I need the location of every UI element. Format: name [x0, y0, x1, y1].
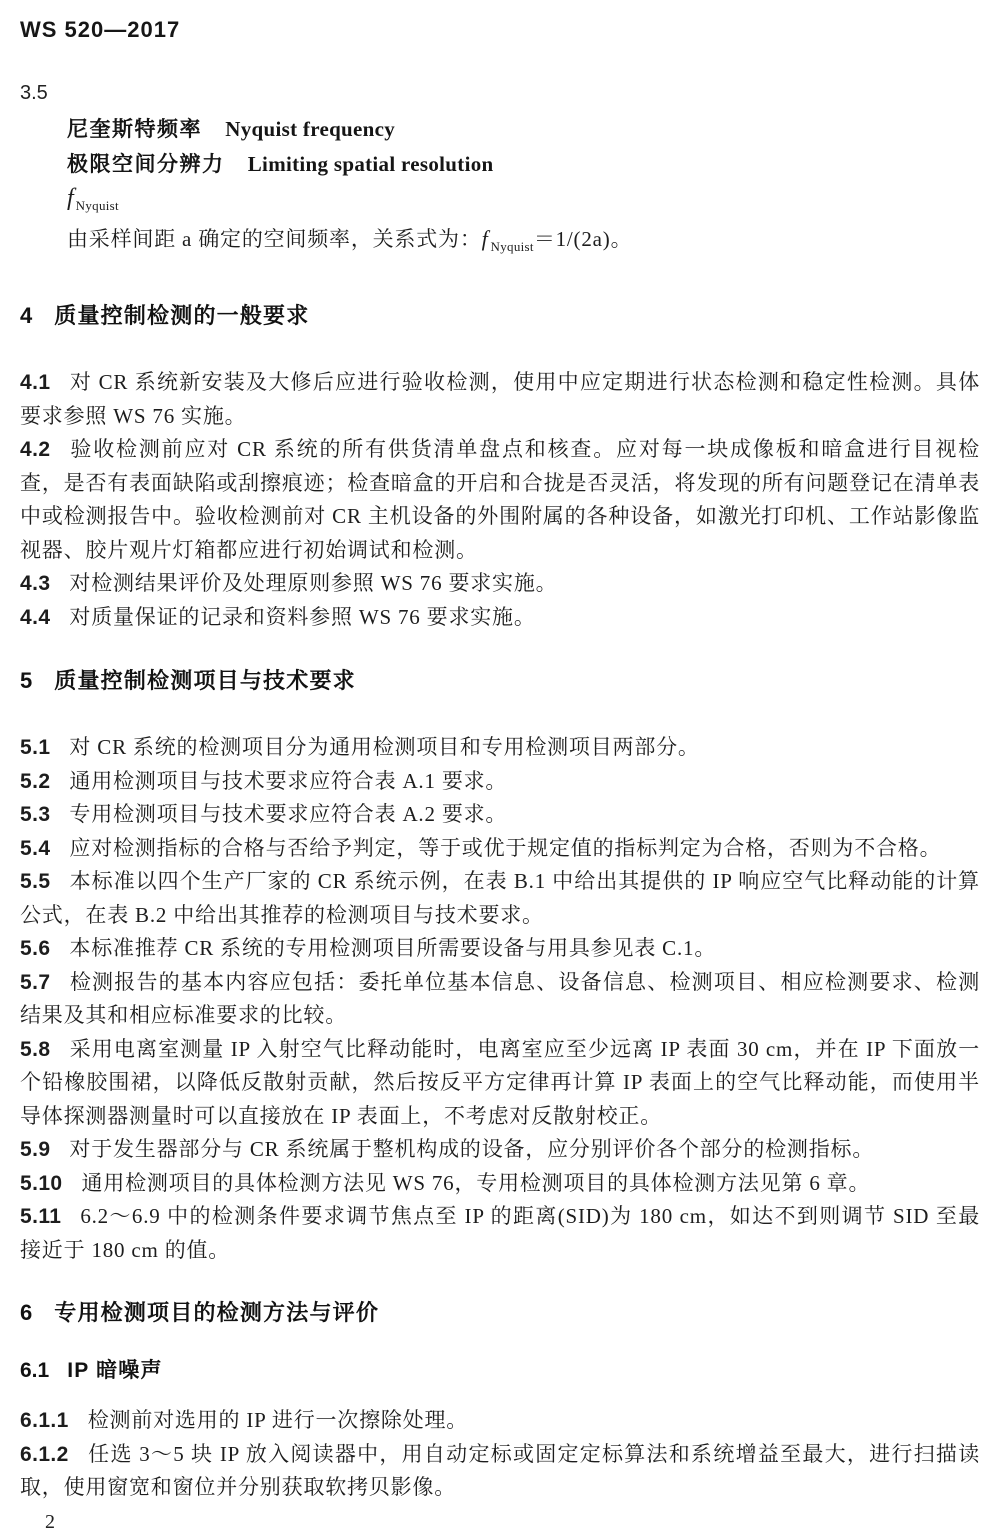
standard-number-header: WS 520—2017	[20, 17, 181, 42]
term-line-nyquist-frequency	[20, 112, 980, 147]
term-block	[20, 112, 980, 182]
clause-text: 验收检测前应对 CR 系统的所有供货清单盘点和核查。应对每一块成像板和暗盒进行目视检查，是否有表面缺陷或刮擦痕迹；检查暗盒的开启和合拢是否灵活，将发现的所有问题登记在清单表中或检测报告中。验收检测前对 CR 主机设备的外围附属的各种设备，如激光打印机、工作站影像监视器、胶片观片灯箱都应进行初始调试和检测。	[20, 437, 980, 562]
clause-number: 5.5	[20, 870, 51, 893]
clause-text: 专用检测项目与技术要求应符合表 A.2 要求。	[69, 802, 508, 826]
term-symbol	[20, 182, 980, 222]
section-title: 质量控制检测的一般要求	[54, 303, 310, 328]
clause-number: 5.1	[20, 736, 51, 759]
section-number: 5	[20, 668, 33, 693]
clause-number: 6.1.2	[20, 1442, 69, 1466]
clause-number: 4.2	[20, 438, 51, 461]
definition-prefix: 由采样间距 a 确定的空间频率，关系式为：	[67, 227, 482, 251]
clause-text: 对质量保证的记录和资料参照 WS 76 要求实施。	[69, 604, 536, 629]
symbol-subscript: Nyquist	[75, 198, 119, 213]
page-number: 2	[45, 1510, 55, 1530]
clause-text: 检测前对选用的 IP 进行一次擦除处理。	[87, 1408, 469, 1432]
term-definition	[20, 222, 980, 264]
clause-text: 采用电离室测量 IP 入射空气比释动能时，电离室应至少远离 IP 表面 30 cm，并在 IP 下面放一个铅橡胶围裙，以降低反散射贡献，然后按反平方定律再计算 IP 表面上的空气比释动能，而使用半导体探测器测量时可以直接放在 IP 表面上，不考虑对反散射校正。	[20, 1036, 980, 1128]
clause-text: 通用检测项目的具体检测方法见 WS 76，专用检测项目的具体检测方法见第 6 章。	[81, 1170, 871, 1195]
clause-number: 5.10	[20, 1171, 63, 1195]
clause-text: 检测报告的基本内容应包括：委托单位基本信息、设备信息、检测项目、相应检测要求、检测结果及其和相应标准要求的比较。	[20, 969, 980, 1027]
clause-5-1	[20, 731, 980, 765]
clause-5-2	[20, 765, 980, 799]
clause-4-2	[20, 433, 980, 567]
clause-4-3	[20, 567, 980, 601]
clause-number: 5.8	[20, 1037, 51, 1061]
clause-text: 对检测结果评价及处理原则参照 WS 76 要求实施。	[69, 571, 558, 595]
clause-6-1-2	[20, 1438, 980, 1505]
symbol-f: f	[67, 185, 74, 211]
clause-number: 5.3	[20, 803, 51, 826]
clause-text: 任选 3～5 块 IP 放入阅读器中，用自动定标或固定定标算法和系统增益至最大，进行扫描读取，使用窗宽和窗位并分别获取软拷贝影像。	[20, 1441, 980, 1499]
clause-5-7	[20, 966, 980, 1033]
clause-text: 对于发生器部分与 CR 系统属于整机构成的设备，应分别评价各个部分的检测指标。	[69, 1137, 875, 1161]
clause-5-10	[20, 1167, 980, 1201]
clause-5-3	[20, 798, 980, 832]
clause-number: 5.6	[20, 937, 51, 960]
clause-5-6	[20, 932, 980, 966]
section-number: 6	[20, 1300, 33, 1325]
clause-4-1	[20, 366, 980, 433]
clause-number: 5.11	[20, 1205, 62, 1228]
clause-number: 4.1	[20, 371, 51, 394]
clause-5-5	[20, 865, 980, 932]
clause-text: 对 CR 系统新安装及大修后应进行验收检测，使用中应定期进行状态检测和稳定性检测。具体要求参照 WS 76 实施。	[20, 370, 980, 428]
formula-f: f	[481, 226, 489, 251]
section-heading-6	[20, 1298, 980, 1328]
subsection-number: 6.1	[20, 1359, 50, 1382]
clause-number: 4.3	[20, 572, 51, 595]
clause-text: 应对检测指标的合格与否给予判定，等于或优于规定值的指标判定为合格，否则为不合格。	[69, 835, 942, 860]
clause-number: 5.9	[20, 1138, 51, 1161]
section-title: 专用检测项目的检测方法与评价	[54, 1300, 380, 1325]
clause-text: 对 CR 系统的检测项目分为通用检测项目和专用检测项目两部分。	[69, 735, 700, 759]
term-en: Limiting spatial resolution	[247, 152, 494, 176]
clause-5-8	[20, 1033, 980, 1134]
section-number: 4	[20, 303, 33, 328]
term-zh: 尼奎斯特频率	[67, 118, 202, 141]
clause-5-4	[20, 832, 980, 866]
clause-number: 4.4	[20, 605, 51, 629]
clause-text: 本标准以四个生产厂家的 CR 系统示例，在表 B.1 中给出其提供的 IP 响应空气比释动能的计算公式，在表 B.2 中给出其推荐的检测项目与技术要求。	[20, 869, 980, 927]
section-heading-4	[20, 301, 980, 331]
clause-5-11	[20, 1200, 980, 1267]
term-line-limiting-spatial-resolution	[20, 147, 980, 182]
section-heading-5	[20, 666, 980, 696]
clause-4-4	[20, 601, 980, 635]
definition-suffix: ＝1/(2a)。	[533, 227, 633, 251]
formula-subscript: Nyquist	[490, 239, 534, 254]
clause-text: 6.2～6.9 中的检测条件要求调节焦点至 IP 的距离(SID)为 180 cm，如达不到则调节 SID 至最接近于 180 cm 的值。	[20, 1204, 980, 1262]
subsection-title: IP 暗噪声	[67, 1359, 163, 1382]
subsection-heading-6-1	[20, 1356, 980, 1386]
term-zh: 极限空间分辨力	[67, 153, 225, 176]
clause-text: 本标准推荐 CR 系统的专用检测项目所需要设备与用具参见表 C.1。	[69, 936, 717, 960]
clause-number: 6.1.1	[20, 1409, 69, 1432]
terminology-entry	[20, 80, 980, 264]
section-title: 质量控制检测项目与技术要求	[54, 668, 356, 693]
clause-number: 5.7	[20, 970, 51, 994]
term-entry-number: 3.5	[20, 82, 48, 104]
clause-5-9	[20, 1133, 980, 1167]
term-en: Nyquist frequency	[225, 117, 396, 141]
clause-number: 5.4	[20, 836, 51, 860]
clause-number: 5.2	[20, 769, 51, 793]
clause-6-1-1	[20, 1404, 980, 1438]
clause-text: 通用检测项目与技术要求应符合表 A.1 要求。	[69, 768, 508, 793]
